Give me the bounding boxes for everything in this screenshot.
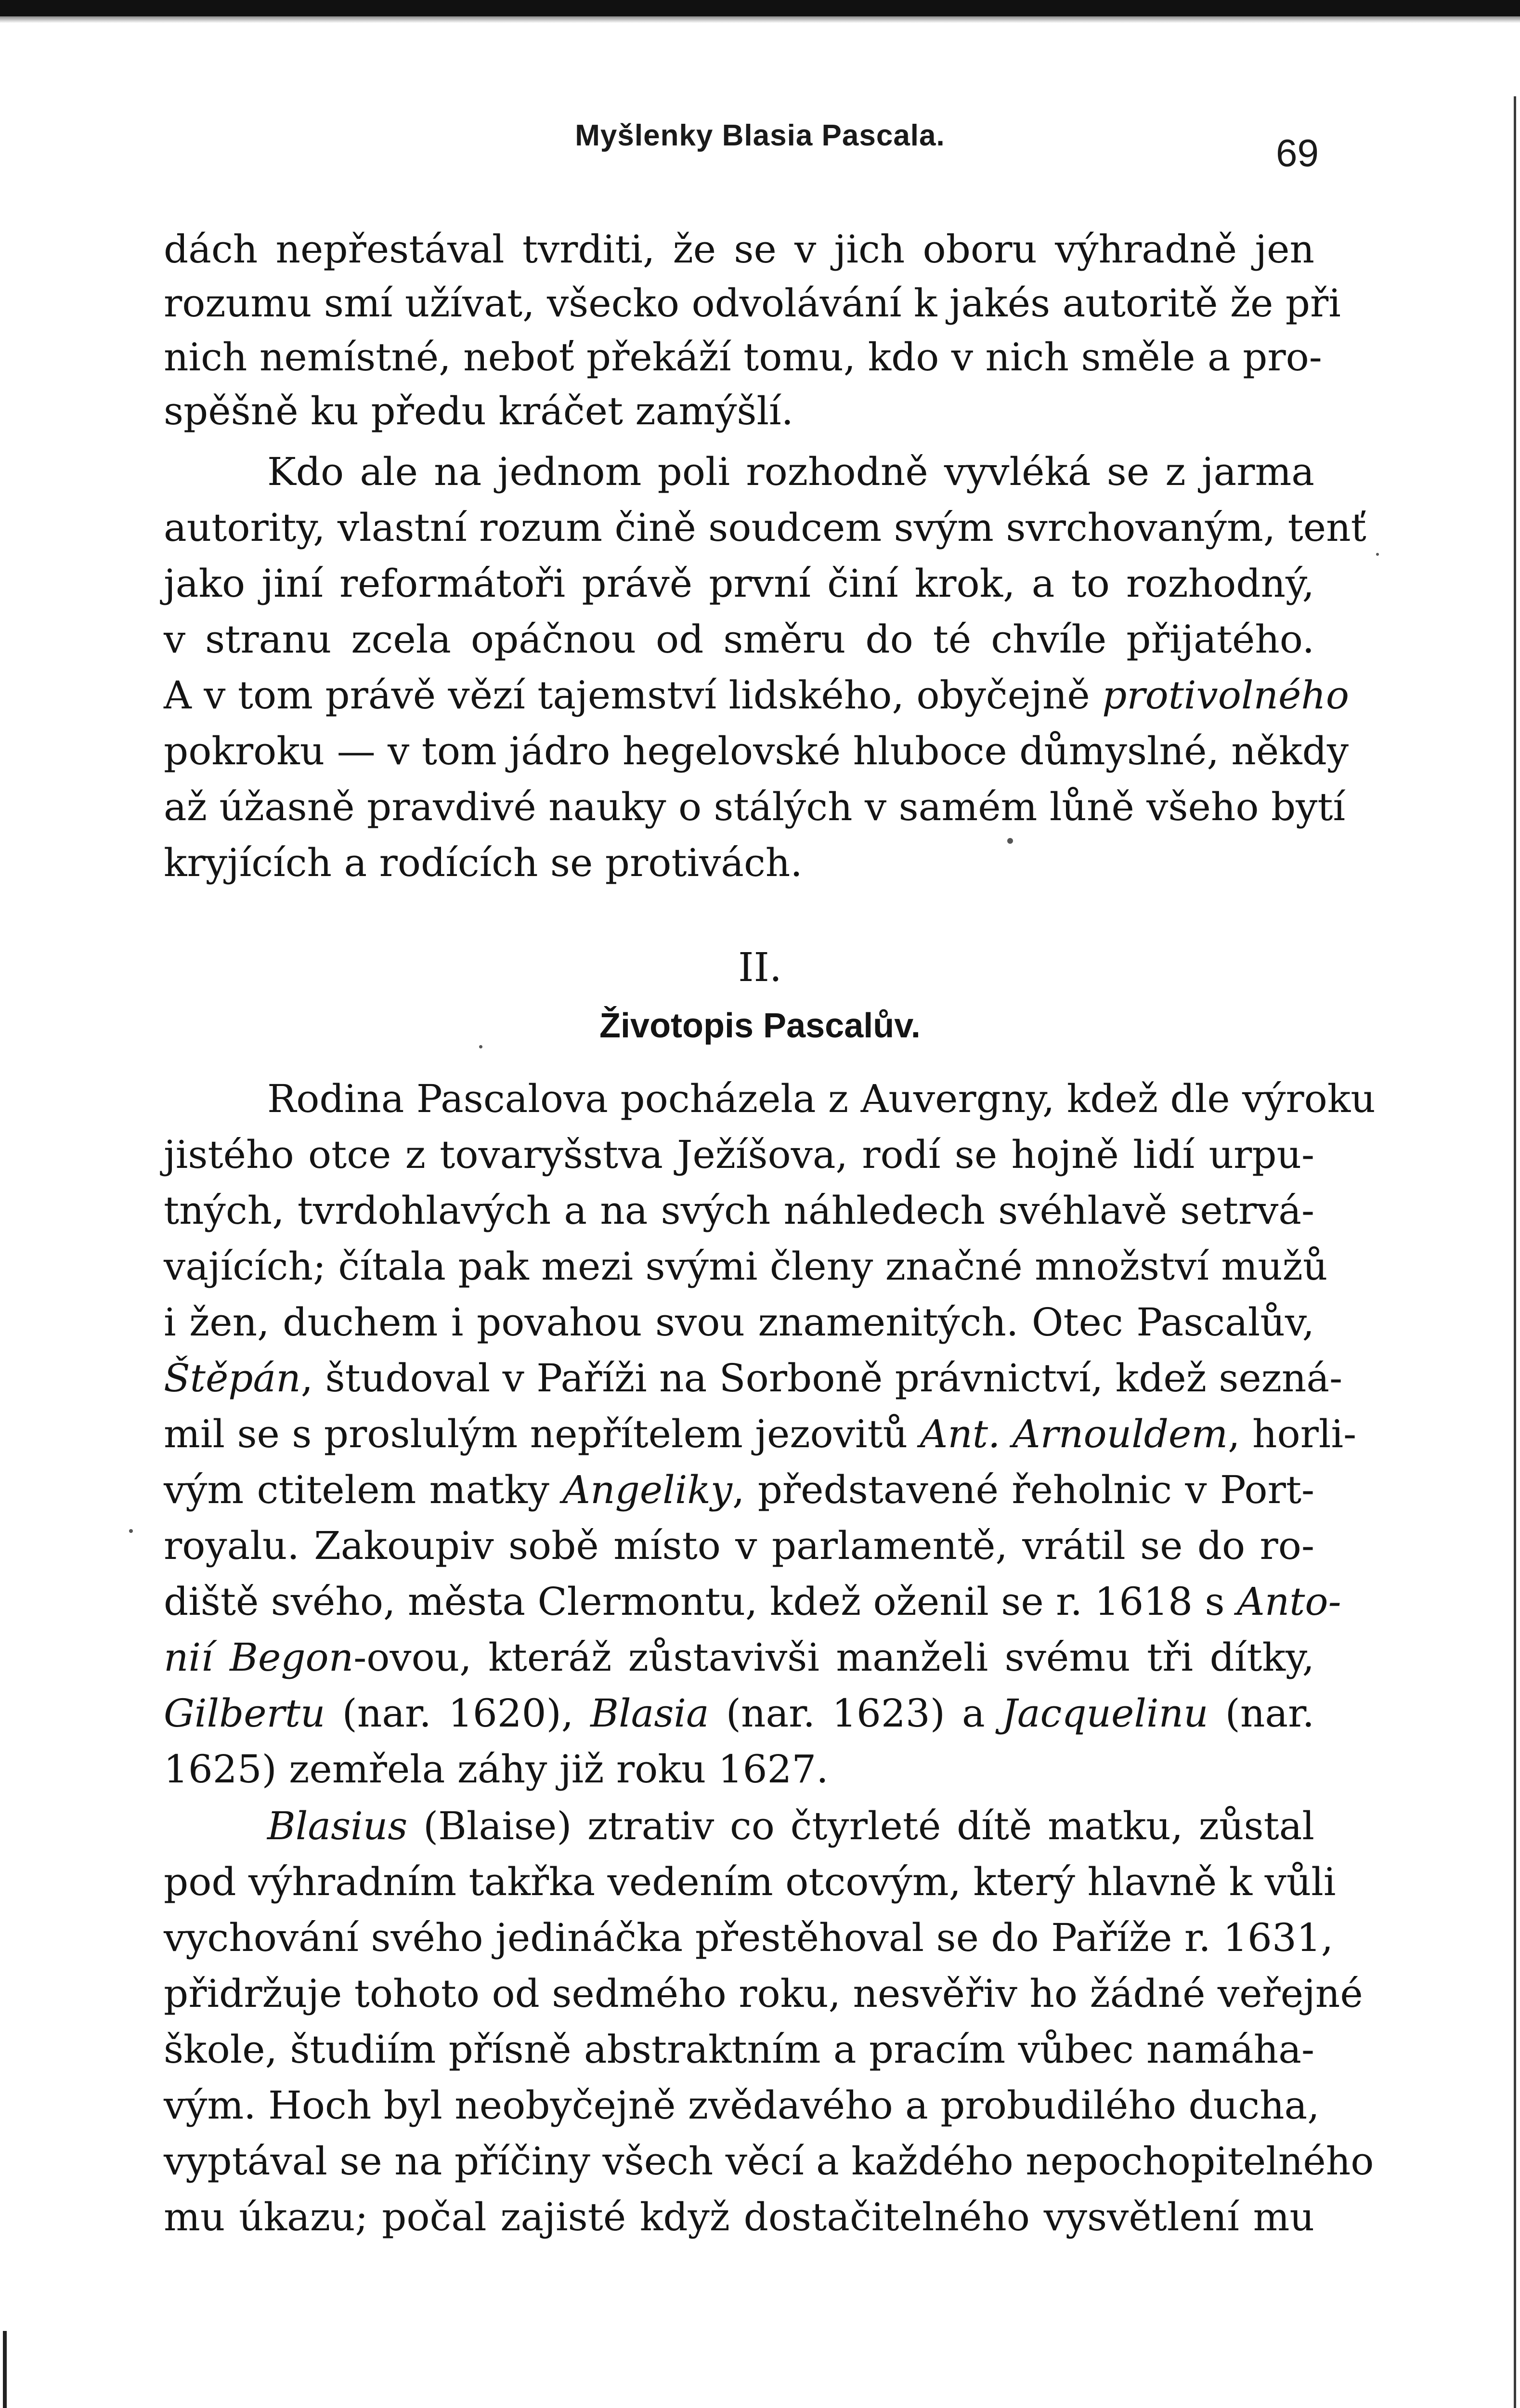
- italic-name: Blasia: [590, 1691, 709, 1736]
- text-line: [164, 1354, 1343, 1402]
- text-line: 1625) zemřela záhy již roku 1627.: [164, 1747, 829, 1792]
- scan-left-edge-mark: [3, 2331, 7, 2408]
- page-number: 69: [1276, 131, 1319, 174]
- text-line: [164, 1578, 1341, 1626]
- text-segment: (nar. 1620),: [325, 1691, 591, 1736]
- text-segment: mil se s proslulým nepřítelem jezovitů: [164, 1412, 920, 1456]
- text-line: kryjících a rodících se protivách.: [164, 840, 803, 885]
- italic-name: Blasius: [267, 1804, 408, 1848]
- text-segment: , horli-: [1228, 1412, 1357, 1456]
- text-line: i žen, duchem i povahou svou znamenitých. Otec Pascalův,: [164, 1300, 1314, 1345]
- text-segment: (nar.: [1208, 1691, 1314, 1736]
- text-line: [164, 1689, 1314, 1738]
- text-line: jistého otce z tovaryšstva Ježíšova, rodí se hojně lidí urpu-: [164, 1132, 1314, 1177]
- scan-top-shadow: [0, 16, 1520, 23]
- text-segment: (Blaise) ztrativ co čtyrleté dítě matku, zůstal: [407, 1804, 1314, 1848]
- scan-top-edge: [0, 0, 1520, 16]
- text-line: tných, tvrdohlavých a na svých náhledech svéhlavě setrvá-: [164, 1188, 1314, 1233]
- scan-speck: [1376, 553, 1379, 556]
- text-line: přidržuje tohoto od sedmého roku, nesvěřiv ho žádné veřejné: [164, 1971, 1363, 2016]
- text-segment: , študoval v Paříži na Sorboně právnictví, kdež sezná-: [300, 1356, 1343, 1400]
- section-number: II.: [738, 945, 782, 991]
- italic-name: Angeliky: [562, 1467, 732, 1512]
- text-line: škole, študiím přísně abstraktním a pracím vůbec namáha-: [164, 2027, 1314, 2072]
- text-line: pod výhradním takřka vedením otcovým, který hlavně k vůli: [164, 1859, 1336, 1904]
- section-title: Životopis Pascalův.: [599, 1007, 921, 1045]
- text-line: až úžasně pravdivé nauky o stálých v samém lůně všeho bytí: [164, 785, 1346, 829]
- text-segment: A v tom právě vězí tajemství lidského, obyčejně: [164, 673, 1103, 718]
- text-segment: vým ctitelem matky: [164, 1467, 563, 1512]
- text-line: v stranu zcela opáčnou od směru do té chvíle přijatého.: [164, 617, 1314, 662]
- running-head: Myšlenky Blasia Pascala.: [575, 119, 945, 152]
- italic-name: Gilbertu: [164, 1691, 325, 1736]
- text-line: autority, vlastní rozum čině soudcem svým svrchovaným, tenť: [164, 505, 1366, 550]
- text-segment: (nar. 1623) a: [709, 1691, 1002, 1736]
- text-line: Kdo ale na jednom poli rozhodně vyvléká se z jarma: [267, 449, 1314, 494]
- italic-name: Štěpán: [164, 1356, 301, 1400]
- italic-name: Jacquelinu: [1001, 1691, 1208, 1736]
- italic-name: Anto-: [1236, 1579, 1341, 1624]
- text-line: vajících; čítala pak mezi svými členy značné množství mužů: [164, 1244, 1328, 1289]
- text-line: [164, 671, 1349, 720]
- italic-name: nií Begon: [164, 1635, 354, 1680]
- text-line: rozumu smí užívat, všecko odvolávání k jakés autoritě že při: [164, 281, 1341, 326]
- text-line: vým. Hoch byl neobyčejně zvědavého a probudilého ducha,: [164, 2083, 1320, 2128]
- text-segment: , představené řeholnic v Port-: [732, 1467, 1315, 1512]
- text-line: mu úkazu; počal zajisté když dostačitelného vysvětlení mu: [164, 2195, 1314, 2239]
- text-line: Rodina Pascalova pocházela z Auvergny, kdež dle výroku: [267, 1076, 1376, 1121]
- text-line: pokroku — v tom jádro hegelovské hluboce důmyslné, někdy: [164, 729, 1349, 773]
- text-segment: diště svého, města Clermontu, kdež oženil se r. 1618 s: [164, 1579, 1237, 1624]
- italic-name: Ant. Arnouldem: [920, 1412, 1228, 1456]
- text-line: nich nemístné, neboť překáží tomu, kdo v nich směle a pro-: [164, 335, 1322, 380]
- text-line: spěšně ku předu kráčet zamýšlí.: [164, 389, 794, 433]
- text-line: vychování svého jedináčka přestěhoval se do Paříže r. 1631,: [164, 1915, 1334, 1960]
- text-segment: -ovou, kteráž zůstavivši manželi svému tři dítky,: [353, 1635, 1314, 1680]
- text-line: [164, 1634, 1314, 1682]
- text-line: vyptával se na příčiny všech věcí a každého nepochopitelného: [164, 2139, 1374, 2184]
- italic-word: protivolného: [1102, 673, 1349, 718]
- scan-right-edge: [1514, 96, 1516, 2408]
- text-line: [164, 1466, 1314, 1514]
- text-line: [267, 1802, 1314, 1850]
- text-line: dách nepřestával tvrditi, že se v jich oboru výhradně jen: [164, 227, 1314, 272]
- text-line: royalu. Zakoupiv sobě místo v parlamentě, vrátil se do ro-: [164, 1523, 1314, 1568]
- scan-speck: [129, 1529, 133, 1533]
- text-line: [164, 1410, 1357, 1458]
- text-line: jako jiní reformátoři právě první činí krok, a to rozhodný,: [164, 561, 1314, 606]
